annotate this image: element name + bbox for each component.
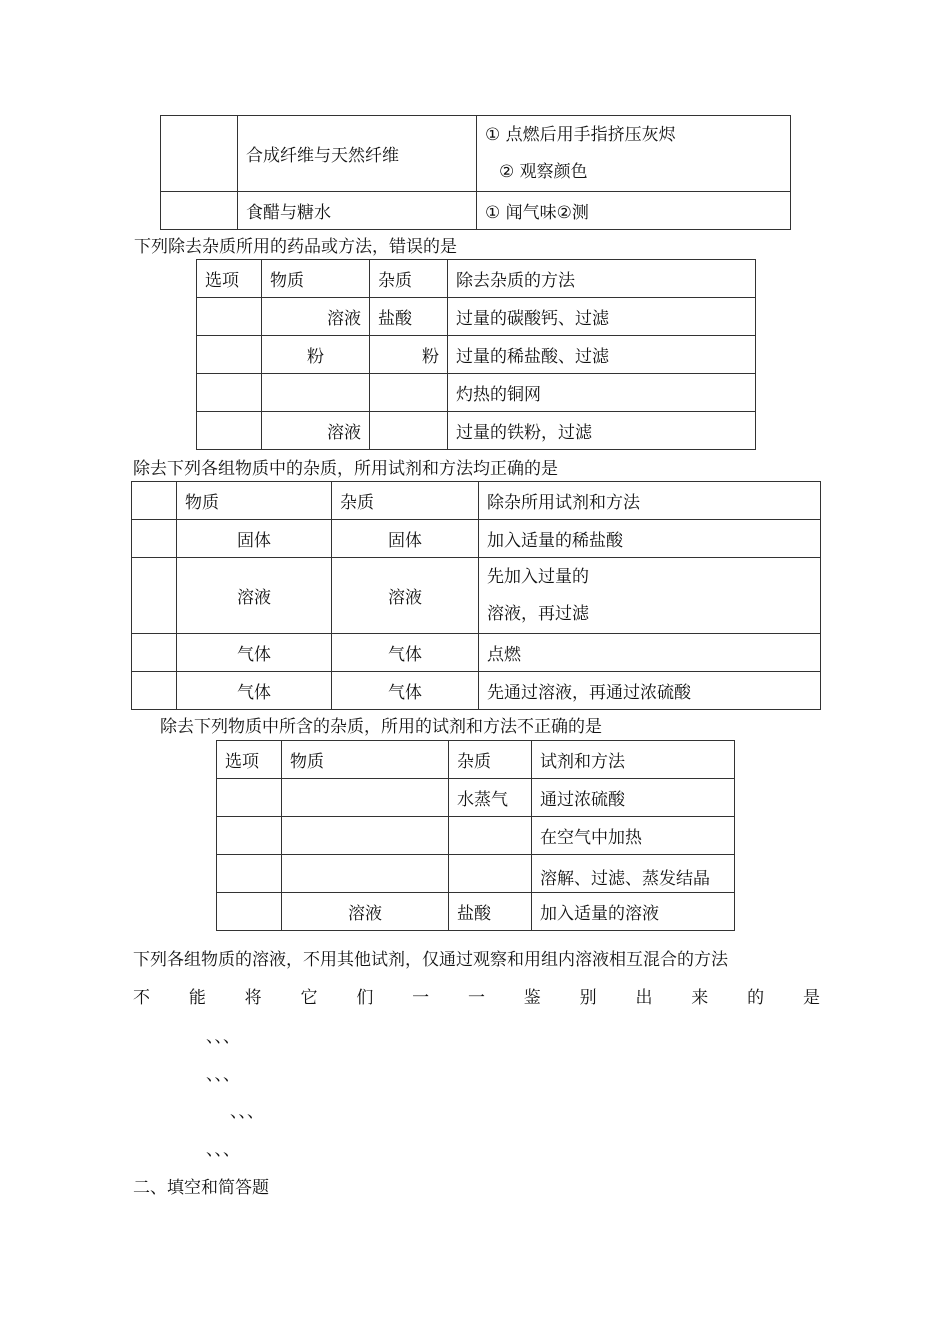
table-row bbox=[197, 412, 756, 450]
prompt-char: 鉴 bbox=[523, 988, 541, 1008]
header-cell bbox=[132, 482, 177, 520]
table-cell bbox=[161, 192, 238, 230]
table-cell: 加入适量的稀盐酸 bbox=[479, 520, 821, 558]
header-cell: 物质 bbox=[177, 482, 332, 520]
header-cell: 物质 bbox=[282, 741, 449, 779]
prompt-char: 别 bbox=[579, 988, 597, 1008]
table-header-row bbox=[217, 741, 735, 779]
table-cell: 在空气中加热 bbox=[532, 817, 735, 855]
prompt-char: 一 bbox=[412, 988, 430, 1008]
table-cell: 固体 bbox=[332, 520, 479, 558]
table-cell bbox=[370, 374, 448, 412]
prompt-char: 出 bbox=[635, 988, 653, 1008]
table-cell bbox=[449, 855, 532, 893]
table-cell: 固体 bbox=[177, 520, 332, 558]
table-header-row bbox=[197, 260, 756, 298]
table-row bbox=[161, 116, 791, 192]
table-row bbox=[197, 336, 756, 374]
table-cell bbox=[217, 817, 282, 855]
table-cell: 溶液 bbox=[262, 298, 370, 336]
table-cell bbox=[217, 779, 282, 817]
header-cell: 杂质 bbox=[332, 482, 479, 520]
table-cell: 灼热的铜网 bbox=[448, 374, 756, 412]
header-cell: 试剂和方法 bbox=[532, 741, 735, 779]
table-row bbox=[161, 192, 791, 230]
answer-option: 、、、 bbox=[206, 1065, 240, 1085]
answer-option: 、、、 bbox=[230, 1102, 264, 1122]
table-row bbox=[217, 855, 735, 893]
table-cell bbox=[262, 374, 370, 412]
table-row bbox=[132, 634, 821, 672]
table-row bbox=[197, 298, 756, 336]
table-cell: 粉 bbox=[370, 336, 448, 374]
header-cell: 杂质 bbox=[449, 741, 532, 779]
table-cell: ① 闻气味②测 bbox=[477, 192, 791, 230]
prompt-char: 一 bbox=[467, 988, 485, 1008]
header-cell: 物质 bbox=[262, 260, 370, 298]
header-cell: 杂质 bbox=[370, 260, 448, 298]
table-cell: 粉 bbox=[262, 336, 370, 374]
question-prompt: 除去下列各组物质中的杂质，所用试剂和方法均正确的是 bbox=[133, 459, 558, 479]
table-cell bbox=[532, 855, 735, 893]
table-cell bbox=[197, 412, 262, 450]
table-cell bbox=[217, 855, 282, 893]
table-cell: 加入适量的溶液 bbox=[532, 893, 735, 931]
table-cell: 溶液 bbox=[262, 412, 370, 450]
prompt-char: 它 bbox=[300, 988, 318, 1008]
table-cell: 点燃 bbox=[479, 634, 821, 672]
table-cell bbox=[282, 779, 449, 817]
table-cell: 过量的碳酸钙、过滤 bbox=[448, 298, 756, 336]
prompt-char: 不 bbox=[133, 988, 150, 1008]
impurity-table-2 bbox=[131, 481, 821, 710]
comparison-table bbox=[160, 115, 791, 230]
table-row bbox=[217, 817, 735, 855]
table-cell bbox=[282, 817, 449, 855]
method-line: ① 点燃后用手指挤压灰烬 bbox=[485, 124, 676, 145]
table-cell: 气体 bbox=[332, 634, 479, 672]
table-cell bbox=[197, 298, 262, 336]
table-cell: 气体 bbox=[177, 634, 332, 672]
method-line: 溶液，再过滤 bbox=[487, 603, 589, 624]
prompt-char: 能 bbox=[188, 988, 206, 1008]
method-line: ② 观察颜色 bbox=[499, 161, 588, 182]
answer-option: 、、、 bbox=[206, 1140, 240, 1160]
table-cell bbox=[161, 116, 238, 192]
table-cell bbox=[132, 558, 177, 634]
table-row bbox=[132, 558, 821, 634]
table-cell bbox=[132, 520, 177, 558]
question-prompt: 除去下列物质中所含的杂质，所用的试剂和方法不正确的是 bbox=[160, 717, 602, 737]
table-header-row bbox=[132, 482, 821, 520]
table-cell: 气体 bbox=[177, 672, 332, 710]
method-line: 先加入过量的 bbox=[487, 566, 589, 587]
question-prompt: 下列各组物质的溶液，不用其他试剂，仅通过观察和用组内溶液相互混合的方法 bbox=[133, 950, 728, 970]
prompt-char: 来 bbox=[691, 988, 709, 1008]
table-cell bbox=[477, 116, 791, 192]
table-cell: 盐酸 bbox=[449, 893, 532, 931]
prompt-char: 的 bbox=[747, 988, 765, 1008]
table-cell bbox=[197, 336, 262, 374]
table-cell bbox=[282, 855, 449, 893]
table-row bbox=[217, 779, 735, 817]
table-cell: 溶液 bbox=[332, 558, 479, 634]
prompt-char: 是 bbox=[802, 988, 820, 1008]
table-cell: 过量的稀盐酸、过滤 bbox=[448, 336, 756, 374]
section-heading: 二、填空和简答题 bbox=[133, 1178, 269, 1198]
table-cell bbox=[132, 672, 177, 710]
header-cell: 选项 bbox=[197, 260, 262, 298]
answer-option: 、、、 bbox=[206, 1027, 240, 1047]
impurity-table-1 bbox=[196, 259, 756, 450]
table-cell: 溶液 bbox=[282, 893, 449, 931]
question-prompt-justified bbox=[133, 983, 820, 1008]
header-cell: 除去杂质的方法 bbox=[448, 260, 756, 298]
prompt-char: 将 bbox=[244, 988, 262, 1008]
table-cell: 水蒸气 bbox=[449, 779, 532, 817]
table-cell bbox=[479, 558, 821, 634]
table-cell: 过量的铁粉，过滤 bbox=[448, 412, 756, 450]
header-cell: 选项 bbox=[217, 741, 282, 779]
table-cell: 盐酸 bbox=[370, 298, 448, 336]
table-row bbox=[217, 893, 735, 931]
question-prompt: 下列除去杂质所用的药品或方法，错误的是 bbox=[134, 237, 457, 257]
table-cell: 通过浓硫酸 bbox=[532, 779, 735, 817]
method-line: 溶解、过滤、蒸发结晶 bbox=[540, 868, 710, 887]
table-cell bbox=[217, 893, 282, 931]
table-cell bbox=[132, 634, 177, 672]
table-cell: 合成纤维与天然纤维 bbox=[238, 116, 477, 192]
table-cell bbox=[370, 412, 448, 450]
impurity-table-3 bbox=[216, 740, 735, 931]
table-cell bbox=[197, 374, 262, 412]
table-row bbox=[132, 672, 821, 710]
table-row bbox=[197, 374, 756, 412]
table-row bbox=[132, 520, 821, 558]
table-cell: 气体 bbox=[332, 672, 479, 710]
table-cell: 先通过溶液，再通过浓硫酸 bbox=[479, 672, 821, 710]
table-cell: 食醋与糖水 bbox=[238, 192, 477, 230]
table-cell bbox=[449, 817, 532, 855]
prompt-char: 们 bbox=[356, 988, 374, 1008]
table-cell: 溶液 bbox=[177, 558, 332, 634]
header-cell: 除杂所用试剂和方法 bbox=[479, 482, 821, 520]
